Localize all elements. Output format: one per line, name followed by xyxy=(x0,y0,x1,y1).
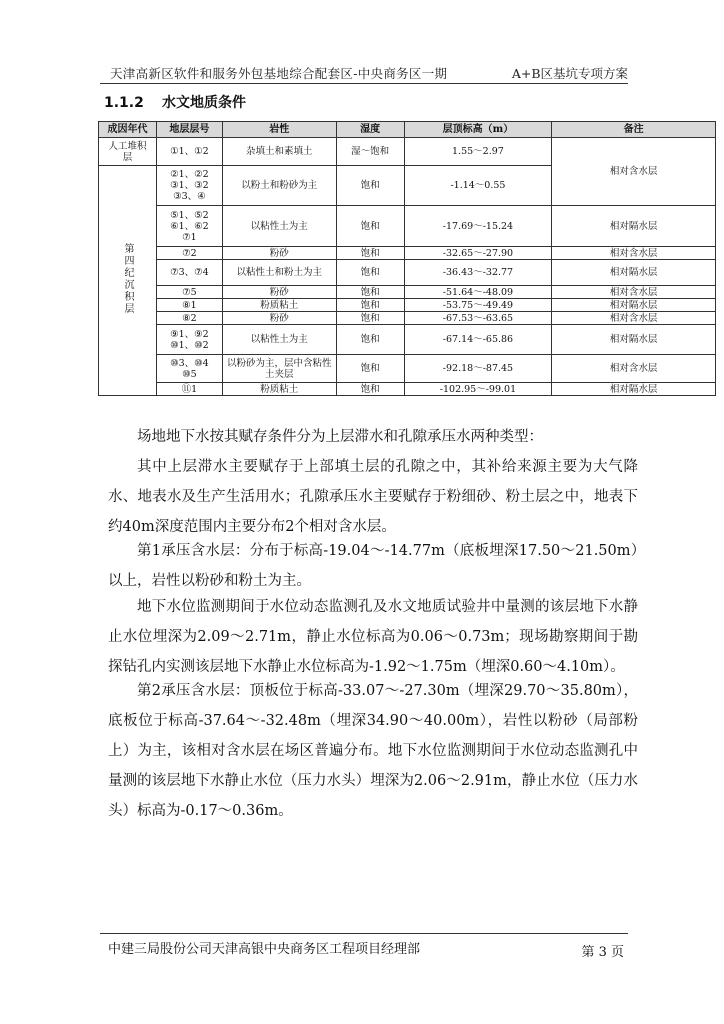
remark-cell: 相对含水层 xyxy=(552,312,716,325)
humidity-cell: 饱和 xyxy=(336,355,404,383)
lithology-cell: 粉砂 xyxy=(222,247,336,260)
layer-cell: ⑧1 xyxy=(156,299,222,312)
col-header-era: 成因年代 xyxy=(99,122,157,138)
table-row xyxy=(99,325,716,355)
layer-cell: ⑤1、⑤2 ⑥1、⑥2 ⑦1 xyxy=(156,206,222,247)
humidity-cell: 湿～饱和 xyxy=(336,138,404,166)
layer-cell: ①1、①2 xyxy=(156,138,222,166)
footer-company: 中建三局股份公司天津高银中央商务区工程项目经理部 xyxy=(108,942,421,957)
layer-cell: ⑦5 xyxy=(156,286,222,299)
elevation-cell: -92.18～-87.45 xyxy=(404,355,552,383)
lithology-cell: 粉砂 xyxy=(222,312,336,325)
remark-cell: 相对隔水层 xyxy=(552,260,716,286)
layer-cell: ⑨1、⑨2 ⑩1、⑩2 xyxy=(156,325,222,355)
elevation-cell: -17.69～-15.24 xyxy=(404,206,552,247)
remark-cell: 相对隔水层 xyxy=(552,206,716,247)
elevation-cell: -32.65～-27.90 xyxy=(404,247,552,260)
lithology-cell: 以粘性土和粉土为主 xyxy=(222,260,336,286)
elevation-cell: -36.43～-32.77 xyxy=(404,260,552,286)
paragraph: 第2承压含水层：顶板位于标高-33.07～-27.30m（埋深29.70～35.80m），底板位于标高-37.64～-32.48m（埋深34.90～40.00m），岩性以粉砂（局部粉上）为主，该相对含水层在场区普遍分布。地下水位监测期间于水位动态监测孔中量测的该层地下水静止水位（压力水头）埋深为2.06～2.91m，静止水位（压力水头）标高为-0.17～0.36m。 xyxy=(108,683,638,819)
lithology-cell: 粉砂 xyxy=(222,286,336,299)
humidity-cell: 饱和 xyxy=(336,206,404,247)
remark-cell: 相对隔水层 xyxy=(552,325,716,355)
col-header-layer: 地层层号 xyxy=(156,122,222,138)
layer-cell: ⑧2 xyxy=(156,312,222,325)
paragraph: 地下水位监测期间于水位动态监测孔及水文地质试验井中量测的该层地下水静止水位埋深为2.09～2.71m，静止水位标高为0.06～0.73m；现场勘察期间于勘探钻孔内实测该层地下水静止水位标高为-1.92～1.75m（埋深0.60～4.10m）。 xyxy=(108,599,638,675)
page-number: 第 3 页 xyxy=(581,945,624,960)
header-doc-title: A+B区基坑专项方案 xyxy=(511,66,628,81)
humidity-cell: 饱和 xyxy=(336,286,404,299)
paragraph: 场地地下水按其赋存条件分为上层滞水和孔隙承压水两种类型： xyxy=(137,429,543,445)
humidity-cell: 饱和 xyxy=(336,299,404,312)
table-row xyxy=(99,299,716,312)
header-rule xyxy=(100,83,628,84)
remark-cell: 相对含水层 xyxy=(552,286,716,299)
remark-cell: 相对含水层 xyxy=(552,247,716,260)
elevation-cell: -51.64～-48.09 xyxy=(404,286,552,299)
elevation-cell: 1.55～2.97 xyxy=(404,138,552,166)
table-row xyxy=(99,206,716,247)
elevation-cell: -67.53～-63.65 xyxy=(404,312,552,325)
page-header xyxy=(98,62,628,82)
col-header-humidity: 湿度 xyxy=(336,122,404,138)
hydrogeology-table-wrap xyxy=(98,121,716,396)
lithology-cell: 以粘性土为主 xyxy=(222,206,336,247)
layer-cell: ⑦3、⑦4 xyxy=(156,260,222,286)
footer-rule xyxy=(100,933,628,934)
layer-cell: ⑪1 xyxy=(156,383,222,396)
lithology-cell: 粉质粘土 xyxy=(222,383,336,396)
section-heading xyxy=(104,92,246,112)
table-row xyxy=(99,286,716,299)
humidity-cell: 饱和 xyxy=(336,325,404,355)
table-header-row xyxy=(99,122,716,138)
elevation-cell: -1.14～0.55 xyxy=(404,166,552,206)
section-title: 水文地质条件 xyxy=(162,95,246,111)
table-row xyxy=(99,355,716,383)
page-footer xyxy=(108,938,624,958)
section-number: 1.1.2 xyxy=(104,95,144,111)
layer-cell: ⑩3、⑩4 ⑩5 xyxy=(156,355,222,383)
lithology-cell: 以粘性土为主 xyxy=(222,325,336,355)
era-cell: 人工堆积层 xyxy=(99,138,157,166)
col-header-lithology: 岩性 xyxy=(222,122,336,138)
humidity-cell: 饱和 xyxy=(336,247,404,260)
table-row xyxy=(99,247,716,260)
humidity-cell: 饱和 xyxy=(336,166,404,206)
lithology-cell: 粉质粘土 xyxy=(222,299,336,312)
lithology-cell: 以粉砂为主，层中含粘性土夹层 xyxy=(222,355,336,383)
lithology-cell: 杂填土和素填土 xyxy=(222,138,336,166)
paragraph: 其中上层滞水主要赋存于上部填土层的孔隙之中，其补给来源主要为大气降水、地表水及生产生活用水；孔隙承压水主要赋存于粉细砂、粉土层之中，地表下约40m深度范围内主要分布2个相对含水层。 xyxy=(108,459,638,535)
humidity-cell: 饱和 xyxy=(336,260,404,286)
humidity-cell: 饱和 xyxy=(336,383,404,396)
layer-cell: ②1、②2 ③1、③2 ③3、④ xyxy=(156,166,222,206)
table-row xyxy=(99,312,716,325)
remark-cell: 相对隔水层 xyxy=(552,299,716,312)
humidity-cell: 饱和 xyxy=(336,312,404,325)
table-row xyxy=(99,260,716,286)
col-header-remark: 备注 xyxy=(552,122,716,138)
col-header-elevation: 层顶标高（m） xyxy=(404,122,552,138)
era-label: 第四纪沉积层 xyxy=(121,243,133,315)
lithology-cell: 以粉土和粉砂为主 xyxy=(222,166,336,206)
elevation-cell: -53.75～-49.49 xyxy=(404,299,552,312)
layer-cell: ⑦2 xyxy=(156,247,222,260)
remark-cell: 相对含水层 xyxy=(552,355,716,383)
remark-cell: 相对含水层 xyxy=(552,138,716,206)
hydrogeology-table xyxy=(98,121,716,396)
remark-cell: 相对隔水层 xyxy=(552,383,716,396)
elevation-cell: -67.14～-65.86 xyxy=(404,325,552,355)
era-cell xyxy=(99,166,157,396)
table-row xyxy=(99,383,716,396)
paragraph: 第1承压含水层：分布于标高-19.04～-14.77m（底板埋深17.50～21.50m）以上，岩性以粉砂和粉土为主。 xyxy=(108,543,638,589)
table-row xyxy=(99,138,716,166)
elevation-cell: -102.95～-99.01 xyxy=(404,383,552,396)
header-project-title: 天津高新区软件和服务外包基地综合配套区-中央商务区一期 xyxy=(110,66,448,81)
